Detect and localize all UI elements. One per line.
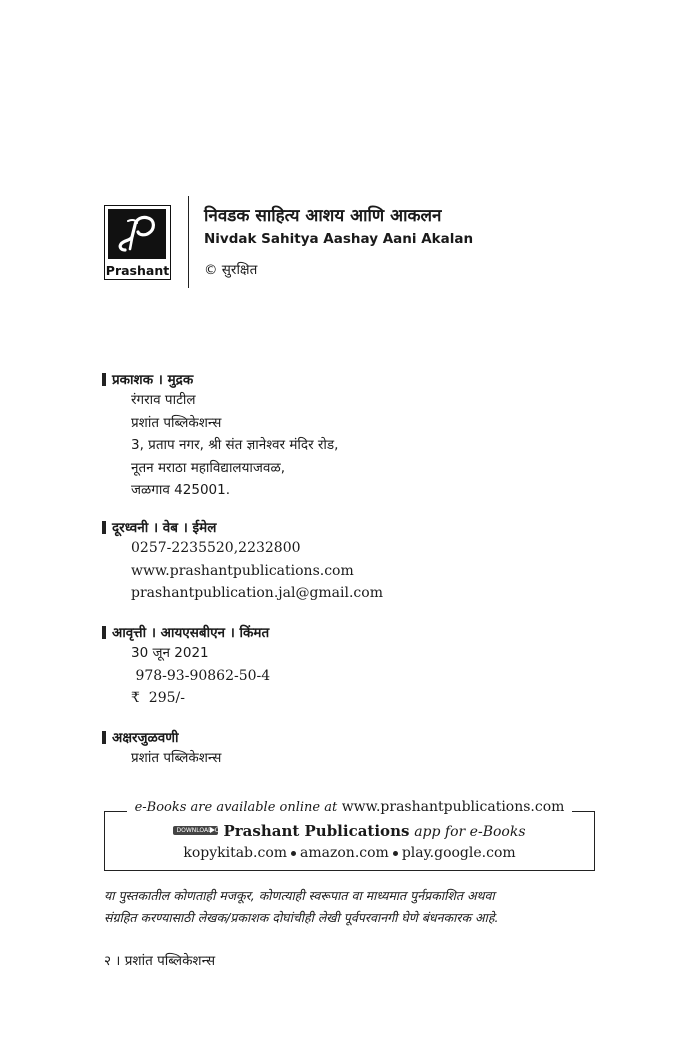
store-item: amazon.com bbox=[300, 845, 389, 861]
logo-text: Prashant bbox=[105, 263, 170, 278]
website: www.prashantpublications.com bbox=[131, 562, 354, 579]
section-heading: दूरध्वनी । वेब । ईमेल bbox=[102, 517, 383, 537]
section-heading: प्रकाशक । मुद्रक bbox=[102, 369, 338, 389]
ebooks-site: www.prashantpublications.com bbox=[341, 799, 565, 815]
app-suffix: app for e-Books bbox=[414, 824, 526, 840]
ebooks-box bbox=[104, 799, 595, 871]
publisher-company: प्रशांत पब्लिकेशन्स bbox=[131, 414, 222, 431]
price: ₹ 295/- bbox=[131, 690, 185, 706]
prashant-p-logo-icon bbox=[108, 209, 166, 259]
book-title-marathi: निवडक साहित्य आशय आणि आकलन bbox=[204, 206, 442, 226]
title-divider bbox=[188, 196, 189, 288]
isbn: 978-93-90862-50-4 bbox=[131, 667, 271, 684]
section-heading: अक्षरजुळवणी bbox=[102, 727, 221, 747]
address-line-3: जळगाव 425001. bbox=[131, 482, 230, 498]
store-item: kopykitab.com bbox=[183, 845, 288, 861]
notice-line-2: संग्रहित करण्यासाठी लेखक/प्रकाशक दोघांचीही लेखी पूर्वपरवानगी घेणे बंधनकारक आहे. bbox=[104, 910, 499, 925]
typesetting-section bbox=[102, 727, 221, 770]
bullet-icon bbox=[393, 851, 398, 856]
publisher-logo bbox=[104, 205, 171, 280]
address-line-2: नूतन मराठा महाविद्यालयाजवळ, bbox=[131, 459, 285, 476]
download-badge-icon: DOWNLOAD ON bbox=[173, 826, 218, 835]
typesetter: प्रशांत पब्लिकेशन्स bbox=[131, 750, 222, 766]
publisher-section bbox=[102, 369, 338, 502]
copyright-notice: © सुरक्षित bbox=[204, 262, 258, 278]
ebooks-intro: e-Books are available online at bbox=[134, 800, 338, 815]
section-marker bbox=[102, 521, 106, 534]
address-line-1: 3, प्रताप नगर, श्री संत ज्ञानेश्वर मंदिर रोड, bbox=[131, 437, 339, 453]
rights-notice bbox=[104, 885, 599, 929]
section-marker bbox=[102, 626, 106, 639]
phone-numbers: 0257-2235520,2232800 bbox=[131, 540, 301, 556]
section-marker bbox=[102, 731, 106, 744]
publisher-name: रंगराव पाटील bbox=[131, 392, 196, 408]
edition-section bbox=[102, 622, 270, 710]
app-name: Prashant Publications bbox=[223, 822, 410, 840]
section-marker bbox=[102, 373, 106, 386]
ebooks-availability bbox=[105, 799, 594, 815]
store-list bbox=[105, 845, 594, 861]
contact-section bbox=[102, 517, 383, 605]
bullet-icon bbox=[291, 851, 296, 856]
notice-line-1: या पुस्तकातील कोणताही मजकूर, कोणत्याही स्वरूपात वा माध्यमात पुर्नप्रकाशित अथवा bbox=[104, 888, 495, 903]
section-heading: आवृत्ती । आयएसबीएन । किंमत bbox=[102, 622, 270, 642]
edition-date: 30 जून 2021 bbox=[131, 645, 209, 661]
book-title-english: Nivdak Sahitya Aashay Aani Akalan bbox=[204, 231, 474, 247]
email: prashantpublication.jal@gmail.com bbox=[131, 585, 383, 601]
store-item: play.google.com bbox=[401, 845, 516, 861]
page-footer: २ । प्रशांत पब्लिकेशन्स bbox=[104, 953, 216, 969]
ebooks-app-line bbox=[105, 822, 594, 840]
